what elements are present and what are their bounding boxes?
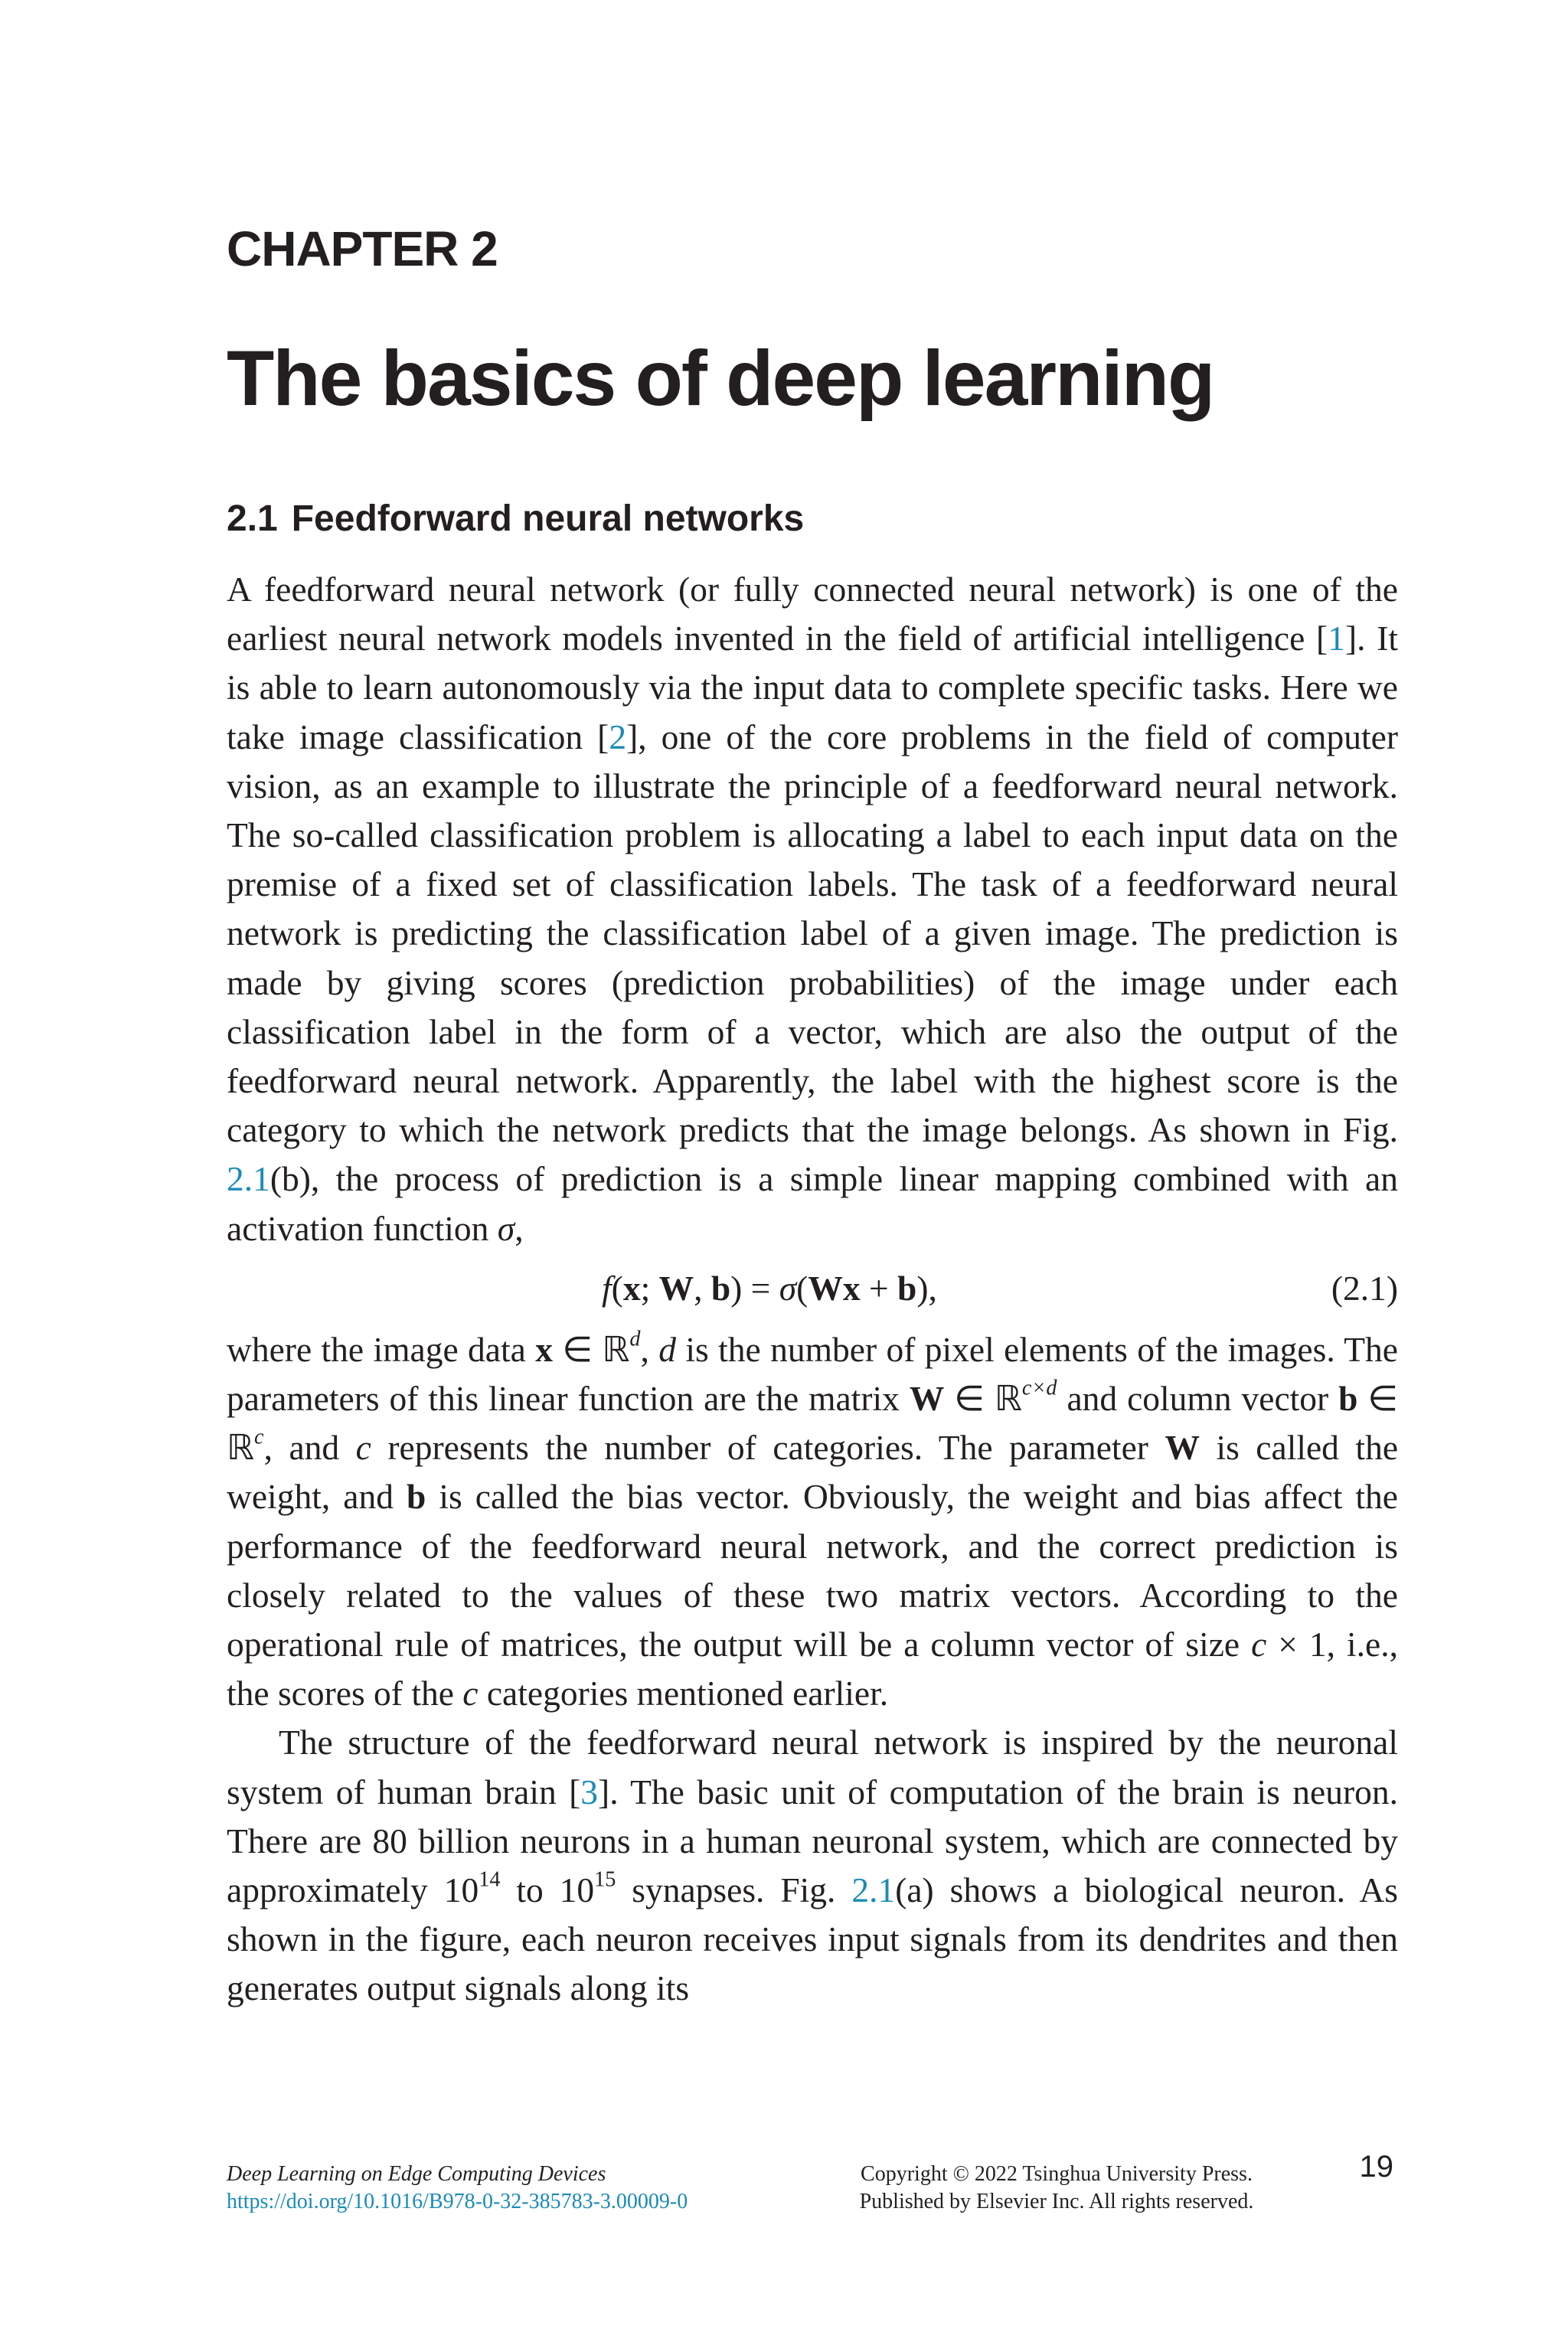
text-run: ], one of the core problems in the field of computer vision, as an example to illustrate the principle of a feedforward neural network. The so-called classification problem is allocating a label to each input data on the premise of a fixed set of classification labels. The task of a feedforward neural network is predicting the classification label of a given image. The prediction is made by giving scores (prediction probabilities) of the image under each classification label in the form of a vector, which are also the output of the feedforward neural network. Apparently, the label with the highest score is the category to which the network predicts that the image belongs. As shown in Fig.: [227, 717, 1398, 1150]
text-run: synapses. Fig.: [616, 1870, 852, 1910]
text-run: to 10: [500, 1870, 595, 1910]
book-title: Deep Learning on Edge Computing Devices: [227, 2162, 606, 2186]
equation-body: [602, 1264, 937, 1313]
chapter-title: The basics of deep learning: [227, 335, 1214, 422]
equation-2-1: [227, 1253, 1398, 1325]
math-x: x: [535, 1329, 553, 1369]
math-c: c: [1251, 1625, 1267, 1664]
text-run: is the number of pixel elements of the images. The parameters of this linear function are the matrix: [227, 1329, 1399, 1419]
section-heading: [227, 498, 804, 540]
text-run: ,: [640, 1329, 659, 1369]
text-run: , and: [263, 1428, 356, 1468]
text-run: is called the weight, and: [227, 1428, 1399, 1517]
math-exponent: 15: [594, 1867, 616, 1892]
citation-link-3[interactable]: 3: [580, 1772, 599, 1811]
copyright-line: Copyright © 2022 Tsinghua University Press.: [861, 2162, 1253, 2186]
paragraph-2: [227, 1325, 1398, 1719]
math-in-reals: ∈ ℝ: [227, 1379, 1399, 1468]
text-run: ]. It is able to learn autonomously via the input data to complete specific tasks. Here we take image classification [: [227, 619, 1399, 756]
text-run: categories mentioned earlier.: [478, 1674, 889, 1713]
doi-link[interactable]: https://doi.org/10.1016/B978-0-32-385783-3.00009-0: [227, 2190, 688, 2213]
math-semicolon: ;: [640, 1268, 659, 1308]
math-comma: ,: [694, 1268, 711, 1308]
paragraph-3: [227, 1718, 1398, 2013]
figure-link-2-1[interactable]: 2.1: [227, 1159, 270, 1199]
text-run: (b), the process of prediction is a simple linear mapping combined with an activation function: [227, 1159, 1398, 1248]
math-plus: +: [860, 1268, 897, 1308]
footer-copyright: [827, 2161, 1286, 2216]
math-x: x: [622, 1268, 641, 1308]
math-b: b: [407, 1477, 426, 1517]
math-b: b: [710, 1268, 731, 1308]
math-W: W: [658, 1268, 694, 1308]
citation-link-1[interactable]: 1: [1328, 619, 1345, 658]
math-b: b: [1338, 1379, 1358, 1419]
math-in-reals: ∈ ℝ: [944, 1379, 1022, 1419]
text-run: ]. The basic unit of computation of the brain is neuron. There are 80 billion neurons in a human neuronal system, which are connected by approximately 10: [227, 1772, 1398, 1910]
math-c: c: [462, 1674, 479, 1713]
page-number: 19: [1359, 2150, 1393, 2184]
math-sigma: σ: [779, 1268, 797, 1308]
math-c: c: [355, 1428, 371, 1468]
math-superscript: c: [254, 1425, 264, 1449]
text-run: ,: [514, 1208, 524, 1248]
math-paren: ),: [916, 1268, 937, 1308]
math-equals: ) =: [730, 1268, 779, 1308]
text-run: where the image data: [227, 1329, 536, 1369]
figure-link-2-1[interactable]: 2.1: [851, 1870, 896, 1910]
text-run: and column vector: [1057, 1379, 1339, 1419]
text-run: × 1, i.e., the scores of the: [227, 1625, 1398, 1713]
math-Wx: Wx: [808, 1268, 861, 1308]
text-run: A feedforward neural network (or fully connected neural network) is one of the earliest neural network models invented in the field of artificial intelligence [: [227, 570, 1398, 658]
math-W: W: [1165, 1428, 1200, 1468]
publisher-line: Published by Elsevier Inc. All rights reserved.: [859, 2190, 1254, 2213]
text-run: (a) shows a biological neuron. As shown in the figure, each neuron receives input signals from its dendrites and then generates output signals along its: [227, 1870, 1398, 2008]
text-run: The structure of the feedforward neural network is inspired by the neuronal system of human brain [: [227, 1723, 1398, 1811]
equation-number: (2.1): [1331, 1268, 1398, 1308]
section-title: Feedforward neural networks: [291, 498, 805, 539]
math-b: b: [897, 1268, 917, 1308]
math-d: d: [658, 1329, 677, 1369]
section-number: 2.1: [227, 498, 278, 539]
paragraph-1: [227, 565, 1398, 1253]
footer-book-info: [227, 2161, 688, 2216]
math-in-reals: ∈ ℝ: [552, 1329, 630, 1369]
text-run: is called the bias vector. Obviously, the weight and bias affect the performance of the feedforward neural network, and the correct prediction is closely related to the values of these two matrix vectors. According to the operational rule of matrices, the output will be a column vector of size: [227, 1477, 1398, 1664]
chapter-label: CHAPTER 2: [227, 221, 498, 276]
math-f: f: [602, 1268, 612, 1308]
citation-link-2[interactable]: 2: [609, 717, 627, 756]
math-paren: (: [796, 1268, 808, 1308]
math-W: W: [909, 1379, 945, 1419]
text-run: represents the number of categories. The parameter: [371, 1428, 1165, 1468]
math-superscript: c×d: [1021, 1376, 1057, 1400]
math-sigma: σ: [497, 1208, 515, 1248]
math-paren: (: [611, 1268, 623, 1308]
math-exponent: 14: [479, 1867, 501, 1892]
math-superscript: d: [629, 1327, 641, 1351]
body-text: [227, 565, 1398, 2014]
